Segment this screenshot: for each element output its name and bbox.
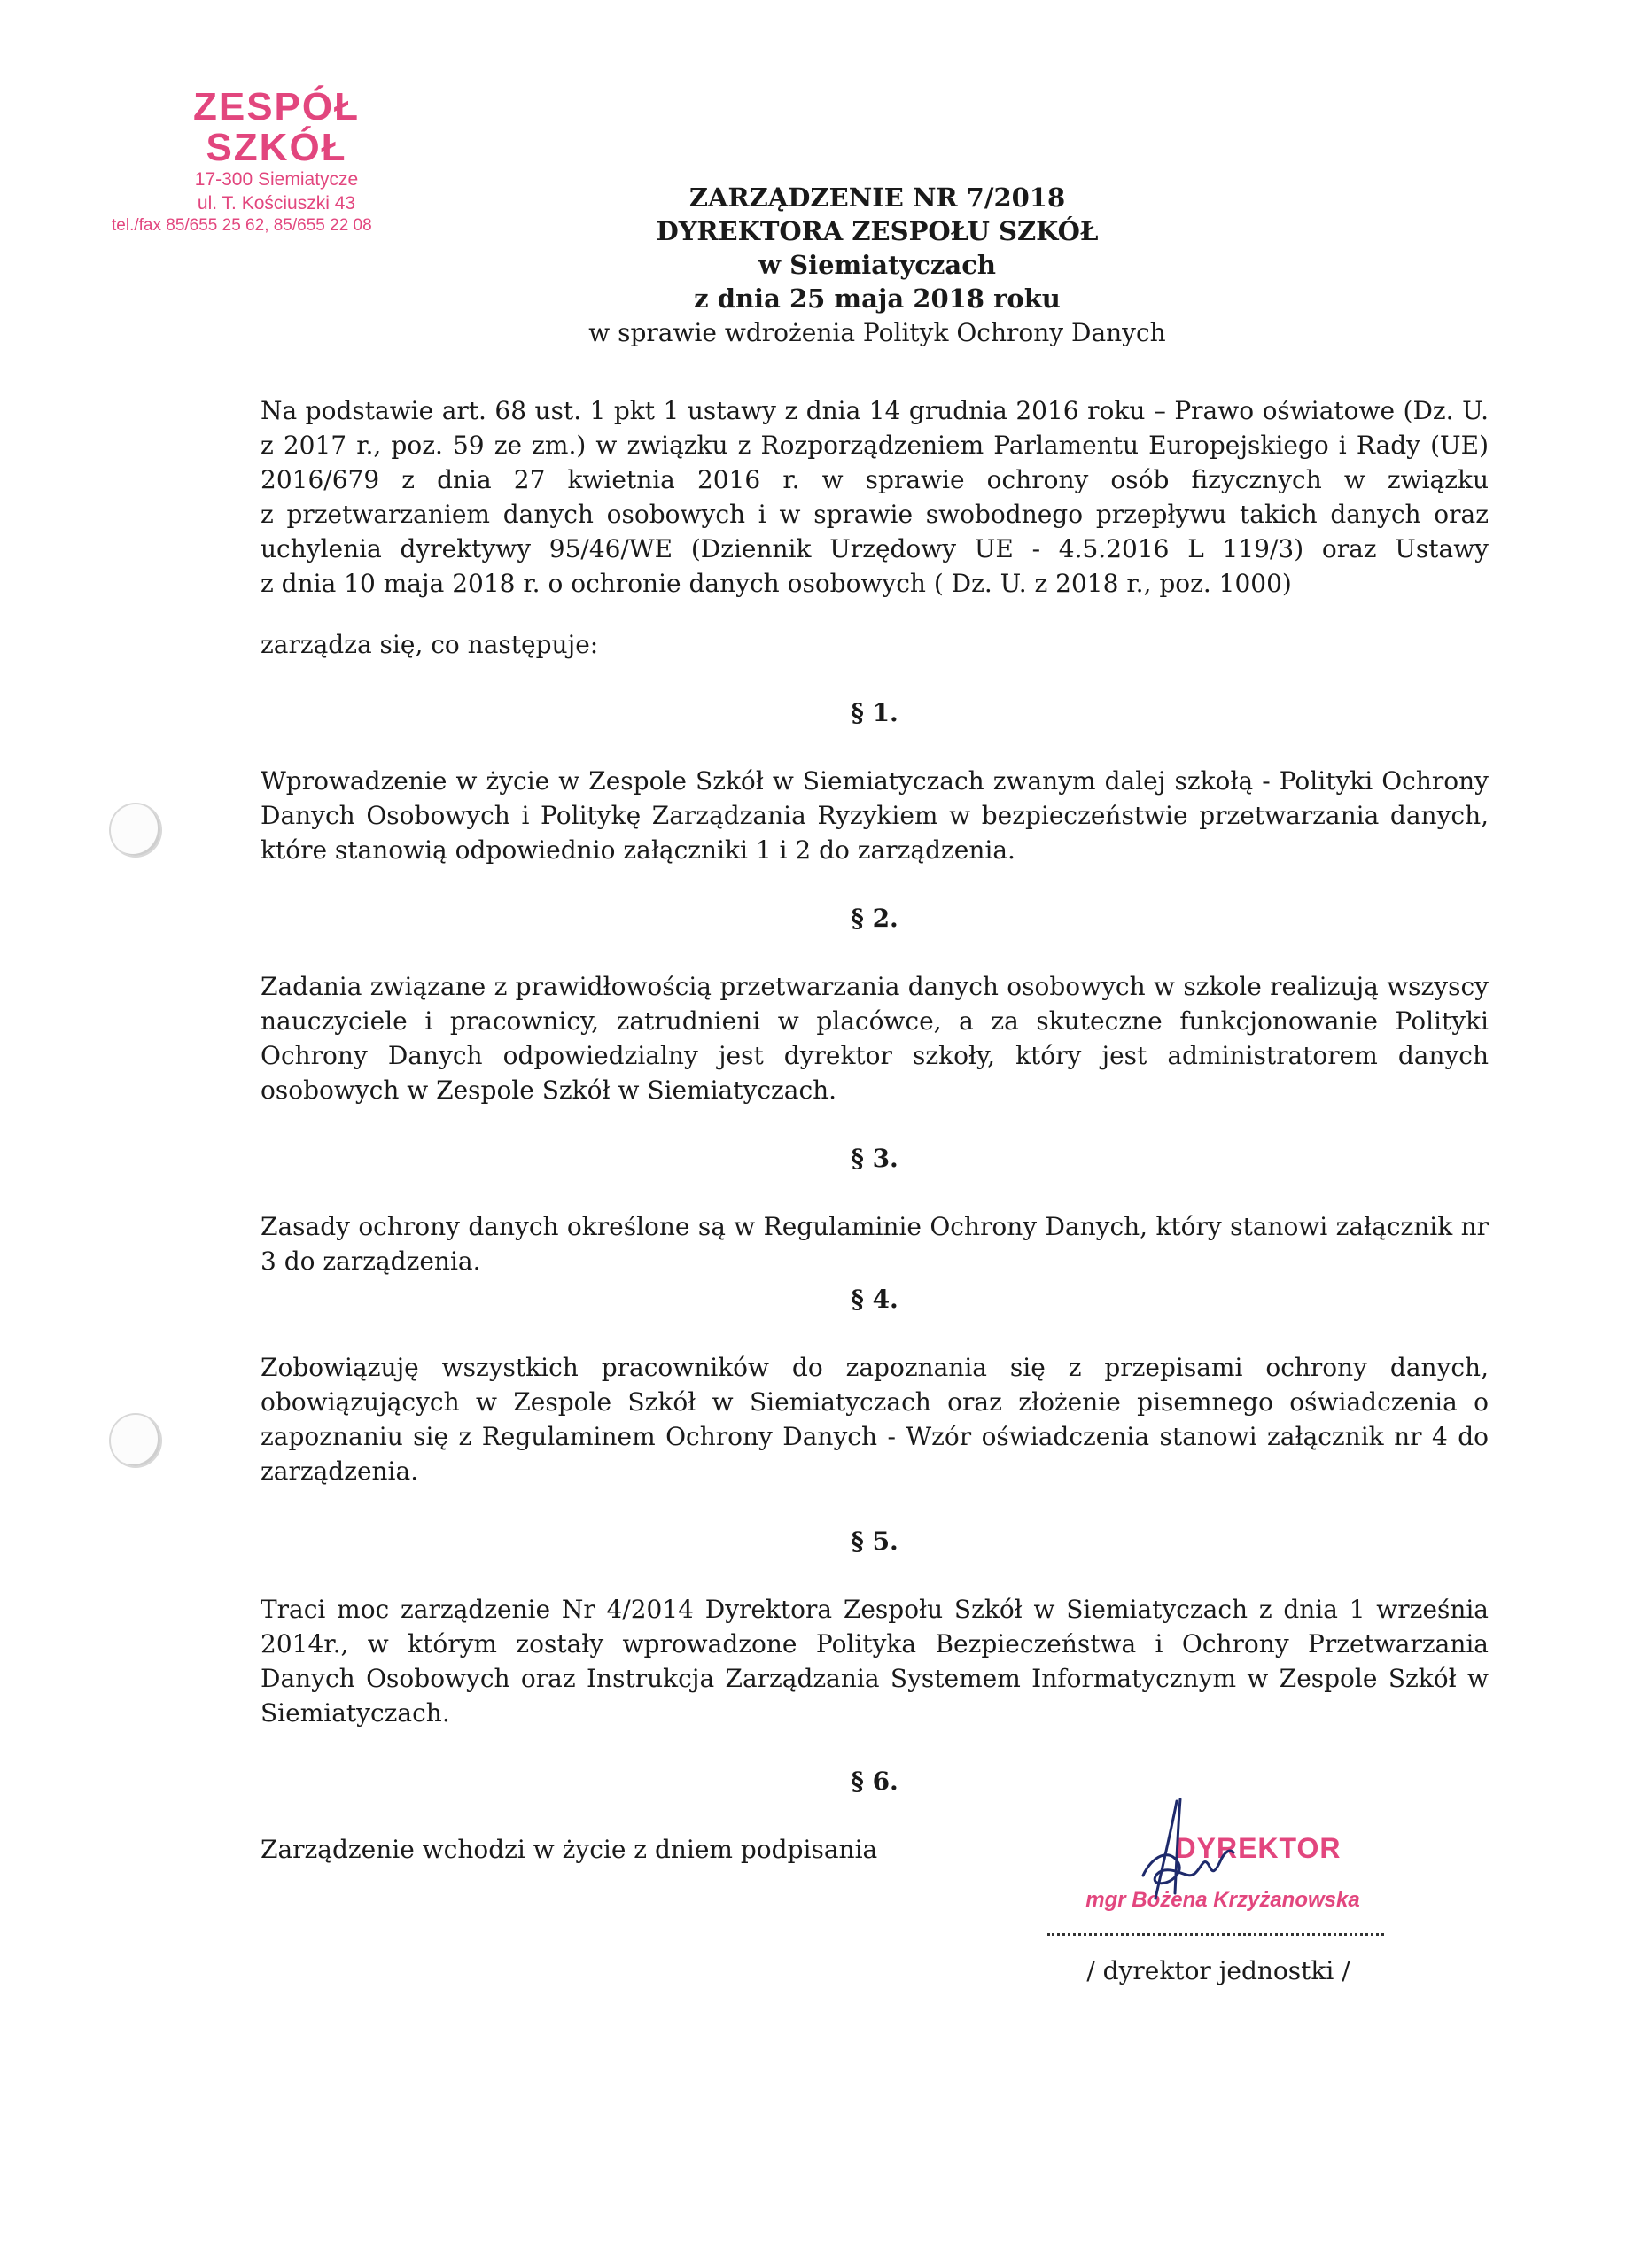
signature-line <box>1047 1933 1384 1936</box>
section-line: zarządzenia. <box>261 1456 419 1486</box>
punch-hole-top <box>109 803 162 858</box>
director-stamp-name: mgr Bożena Krzyżanowska <box>1085 1888 1360 1912</box>
title-line-1: ZARZĄDZENIE NR 7/2018 <box>688 183 1066 213</box>
section-line: obowiązujących w Zespole Szkół w Siemiatyczach oraz złożenie pisemnego oświadczenia o <box>261 1387 1489 1417</box>
section-line: Zasady ochrony danych określone są w Regulaminie Ochrony Danych, który stanowi załącznik nr <box>261 1212 1489 1241</box>
section-line: Danych Osobowych i Politykę Zarządzania Ryzykiem w bezpieczeństwie przetwarzania danych, <box>261 801 1489 830</box>
section-line: Ochrony Danych odpowiedzialny jest dyrektor szkoły, który jest administratorem danych <box>261 1041 1489 1070</box>
section-mark-5: § 5. <box>851 1526 898 1556</box>
section-3-text <box>261 1209 1489 1278</box>
section-mark-3: § 3. <box>851 1144 898 1173</box>
section-line: Traci moc zarządzenie Nr 4/2014 Dyrektora Zespołu Szkół w Siemiatyczach z dnia 1 września <box>261 1595 1489 1624</box>
title-line-2: DYREKTORA ZESPOŁU SZKÓŁ <box>656 216 1099 246</box>
stamp-title: ZESPÓŁ SZKÓŁ <box>192 85 361 170</box>
school-stamp <box>112 85 436 237</box>
section-line: Wprowadzenie w życie w Zespole Szkół w Siemiatyczach zwanym dalej szkołą - Polityki Ochrony <box>261 766 1489 796</box>
document-header <box>496 181 1258 351</box>
title-line-3: w Siemiatyczach <box>758 250 996 280</box>
section-line: osobowych w Zespole Szkół w Siemiatyczach. <box>261 1076 837 1105</box>
document-body <box>261 393 1489 1867</box>
intro-line: uchylenia dyrektywy 95/46/WE (Dziennik Urzędowy UE - 4.5.2016 L 119/3) oraz Ustawy <box>261 534 1489 563</box>
stamp-street: ul. T. Kościuszki 43 <box>197 192 356 214</box>
intro-paragraph <box>261 393 1489 601</box>
section-1-text <box>261 764 1489 867</box>
punch-hole-bottom <box>109 1413 162 1468</box>
section-line: zapoznaniu się z Regulaminem Ochrony Danych - Wzór oświadczenia stanowi załącznik nr 4 do <box>261 1422 1489 1451</box>
section-line: które stanowią odpowiednio załączniki 1 i 2 do zarządzenia. <box>261 835 1015 865</box>
decree-line: zarządza się, co następuje: <box>261 630 599 659</box>
section-line: Zarządzenie wchodzi w życie z dniem podpisania <box>261 1835 878 1864</box>
intro-line: z przetwarzaniem danych osobowych i w sprawie swobodnego przepływu takich danych oraz <box>261 500 1489 529</box>
section-2-text <box>261 969 1489 1107</box>
stamp-phone: tel./fax 85/655 25 62, 85/655 22 08 <box>112 215 372 235</box>
section-line: Zadania związane z prawidłowością przetwarzania danych osobowych w szkole realizują wszyscy <box>261 972 1489 1001</box>
section-line: Siemiatyczach. <box>261 1698 450 1728</box>
section-line: Danych Osobowych oraz Instrukcja Zarządzania Systemem Informatycznym w Zespole Szkół w <box>261 1664 1489 1693</box>
handwritten-signature <box>1125 1794 1258 1909</box>
section-mark-4: § 4. <box>851 1285 898 1314</box>
section-line: 2014r., w którym zostały wprowadzone Polityka Bezpieczeństwa i Ochrony Przetwarzania <box>261 1629 1489 1658</box>
section-line: 3 do zarządzenia. <box>261 1247 481 1276</box>
section-mark-1: § 1. <box>851 698 898 727</box>
section-line: nauczyciele i pracownicy, zatrudnieni w placówce, a za skuteczne funkcjonowanie Polityki <box>261 1006 1489 1036</box>
title-line-4: z dnia 25 maja 2018 roku <box>694 284 1061 314</box>
section-line: Zobowiązuję wszystkich pracowników do zapoznania się z przepisami ochrony danych, <box>261 1353 1489 1382</box>
section-mark-2: § 2. <box>851 904 898 933</box>
stamp-postcode: 17-300 Siemiatycze <box>194 169 359 190</box>
section-6-text <box>261 1832 969 1867</box>
intro-line: z 2017 r., poz. 59 ze zm.) w związku z Rozporządzeniem Parlamentu Europejskiego i Rady (UE) <box>261 431 1489 460</box>
section-5-text <box>261 1592 1489 1730</box>
intro-line: z dnia 10 maja 2018 r. o ochronie danych osobowych ( Dz. U. z 2018 r., poz. 1000) <box>261 569 1292 598</box>
intro-line: Na podstawie art. 68 ust. 1 pkt 1 ustawy z dnia 14 grudnia 2016 roku – Prawo oświatowe (Dz. U. <box>261 396 1489 425</box>
signature-label: / dyrektor jednostki / <box>1086 1956 1350 1985</box>
section-4-text <box>261 1350 1489 1488</box>
director-stamp-title: DYREKTOR <box>1175 1832 1342 1864</box>
intro-line: 2016/679 z dnia 27 kwietnia 2016 r. w sprawie ochrony osób fizycznych w związku <box>261 465 1489 494</box>
section-mark-6: § 6. <box>851 1767 898 1796</box>
document-subject: w sprawie wdrożenia Polityk Ochrony Danych <box>588 318 1166 347</box>
